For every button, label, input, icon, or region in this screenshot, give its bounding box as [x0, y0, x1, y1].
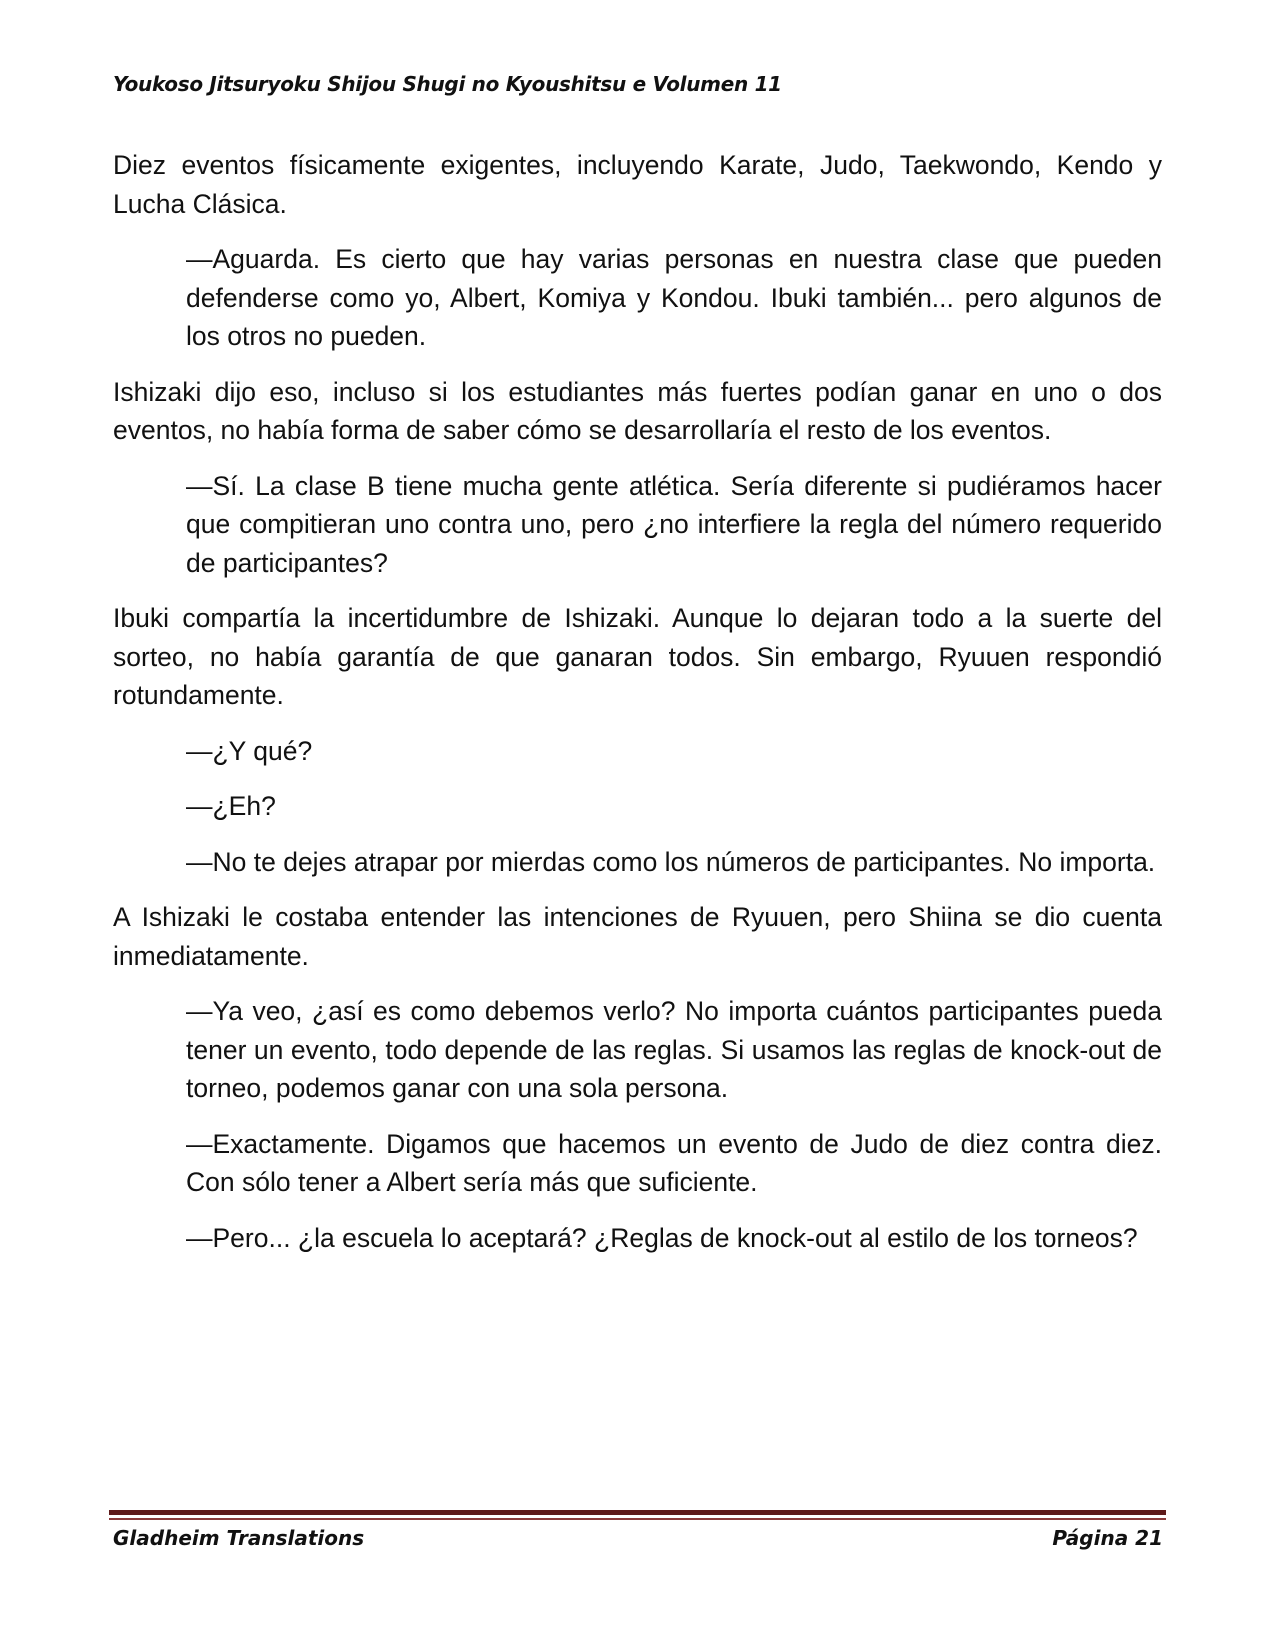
paragraph: Diez eventos físicamente exigentes, incluyendo Karate, Judo, Taekwondo, Kendo y Lucha Clásica. — [113, 150, 1162, 219]
paragraph: A Ishizaki le costaba entender las intenciones de Ryuuen, pero Shiina se dio cuenta inmediatamente. — [113, 902, 1162, 971]
footer-translator-credit: Gladheim Translations — [113, 1526, 365, 1550]
page-body — [113, 146, 1162, 1274]
dialogue-paragraph: —¿Eh? — [186, 791, 276, 821]
dialogue-paragraph: —Pero... ¿la escuela lo aceptará? ¿Reglas de knock-out al estilo de los torneos? — [186, 1222, 1138, 1253]
footer-page-number: Página 21 — [1052, 1526, 1163, 1550]
footer-divider-thin — [109, 1518, 1166, 1520]
dialogue-paragraph: —Sí. La clase B tiene mucha gente atlética. Sería diferente si pudiéramos hacer que compitieran uno contra uno, pero ¿no interfiere la regla del número requerido de participantes? — [186, 470, 1162, 578]
page-header-title: Youkoso Jitsuryoku Shijou Shugi no Kyoushitsu e Volumen 11 — [113, 72, 782, 96]
dialogue-paragraph: —¿Y qué? — [186, 735, 313, 766]
footer-divider-thick — [109, 1510, 1166, 1515]
dialogue-paragraph: —No te dejes atrapar por mierdas como los números de participantes. No importa. — [186, 846, 1156, 877]
paragraph: Ibuki compartía la incertidumbre de Ishizaki. Aunque lo dejaran todo a la suerte del sorteo, no había garantía de que ganaran todos. Sin embargo, Ryuuen respondió rotundamente. — [113, 603, 1162, 710]
dialogue-paragraph: —Ya veo, ¿así es como debemos verlo? No importa cuántos participantes pueda tener un evento, todo depende de las reglas. Si usamos las reglas de knock-out de torneo, podemos ganar con una sola persona. — [186, 996, 1162, 1103]
paragraph: Ishizaki dijo eso, incluso si los estudiantes más fuertes podían ganar en uno o dos eventos, no había forma de saber cómo se desarrollaría el resto de los eventos. — [113, 376, 1162, 445]
dialogue-paragraph: —Aguarda. Es cierto que hay varias personas en nuestra clase que pueden defenderse como yo, Albert, Komiya y Kondou. Ibuki también... pero algunos de los otros no pueden. — [186, 244, 1162, 351]
dialogue-paragraph: —Exactamente. Digamos que hacemos un evento de Judo de diez contra diez. Con sólo tener a Albert sería más que suficiente. — [186, 1128, 1162, 1197]
